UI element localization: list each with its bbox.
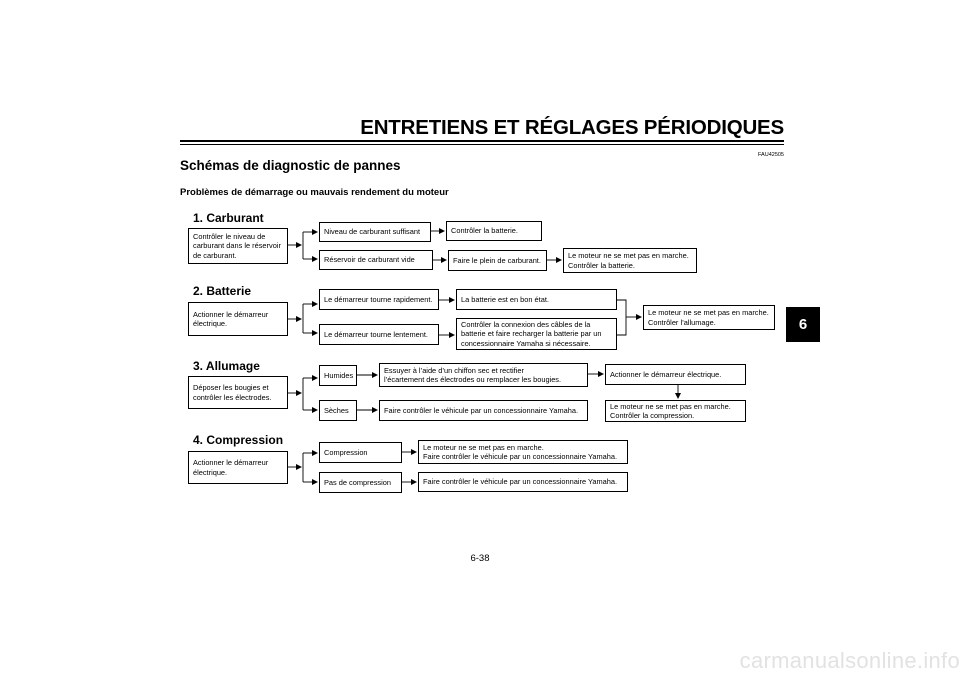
- carburant-branch-b-box: Réservoir de carburant vide: [319, 250, 433, 270]
- batterie-branch-a-box: Le démarreur tourne rapidement.: [319, 289, 439, 310]
- page-header-title: ENTRETIENS ET RÉGLAGES PÉRIODIQUES: [360, 116, 784, 139]
- carburant-branch-a-box: Niveau de carburant suffisant: [319, 222, 431, 242]
- batterie-final-box: Le moteur ne se met pas en marche. Contrôler l’allumage.: [643, 305, 775, 330]
- compression-start-box: Actionner le démarreur électrique.: [188, 451, 288, 484]
- compression-branch-a-box: Compression: [319, 442, 402, 463]
- allumage-start-box: Déposer les bougies et contrôler les électrodes.: [188, 376, 288, 409]
- allumage-branch-a-next-box: Actionner le démarreur électrique.: [605, 364, 746, 385]
- section-title: Schémas de diagnostic de pannes: [180, 158, 401, 173]
- batterie-branch-b-box: Le démarreur tourne lentement.: [319, 324, 439, 345]
- allumage-branch-b-action-box: Faire contrôler le véhicule par un concessionnaire Yamaha.: [379, 400, 588, 421]
- batterie-start-box: Actionner le démarreur électrique.: [188, 302, 288, 336]
- carburant-start-box: Contrôler le niveau de carburant dans le réservoir de carburant.: [188, 228, 288, 264]
- compression-title: 4. Compression: [193, 433, 284, 447]
- chapter-tab-number: 6: [798, 316, 808, 333]
- carburant-branch-b-action-box: Faire le plein de carburant.: [448, 250, 547, 271]
- batterie-branch-a-result-box: La batterie est en bon état.: [456, 289, 617, 310]
- allumage-branch-a-action-box: Essuyer à l’aide d’un chiffon sec et rectifier l’écartement des électrodes ou remplacer les bougies.: [379, 363, 588, 387]
- allumage-final-box: Le moteur ne se met pas en marche. Contrôler la compression.: [605, 400, 746, 422]
- section-subtitle: Problèmes de démarrage ou mauvais rendement du moteur: [180, 187, 449, 198]
- carburant-branch-a-result-box: Contrôler la batterie.: [446, 221, 542, 241]
- compression-branch-a-result-box: Le moteur ne se met pas en marche. Faire contrôler le véhicule par un concessionnaire Yamaha.: [418, 440, 628, 464]
- allumage-title: 3. Allumage: [193, 359, 260, 373]
- allumage-branch-a-box: Humides: [319, 365, 357, 386]
- watermark: carmanualsonline.info: [739, 648, 960, 673]
- compression-branch-b-box: Pas de compression: [319, 472, 402, 493]
- compression-branch-b-result-box: Faire contrôler le véhicule par un concessionnaire Yamaha.: [418, 472, 628, 492]
- carburant-branch-b-result-box: Le moteur ne se met pas en marche. Contrôler la batterie.: [563, 248, 697, 273]
- batterie-title: 2. Batterie: [193, 284, 252, 298]
- batterie-branch-b-action-box: Contrôler la connexion des câbles de la batterie et faire recharger la batterie par un concessionnaire Yamaha si nécessaire.: [456, 318, 617, 350]
- allumage-branch-b-box: Sèches: [319, 400, 357, 421]
- document-code: FAU42505: [758, 152, 784, 158]
- page-number: 6-38: [470, 553, 490, 564]
- carburant-title: 1. Carburant: [193, 211, 264, 225]
